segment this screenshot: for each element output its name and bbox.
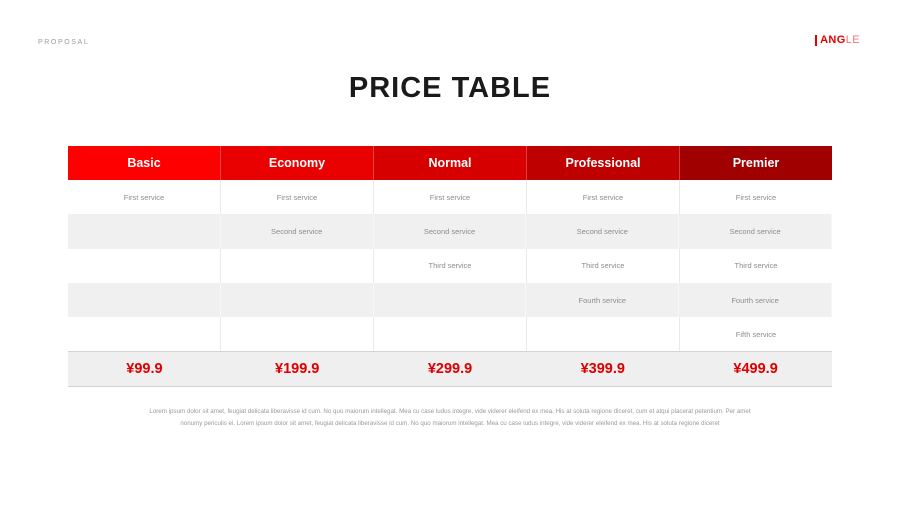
service-cell: Third service xyxy=(734,261,778,271)
plan-header-professional: Professional xyxy=(527,146,680,180)
proposal-label: PROPOSAL xyxy=(38,39,90,46)
plan-header-economy: Economy xyxy=(221,146,374,180)
service-row-3 xyxy=(68,249,832,283)
brand-logo xyxy=(815,34,860,46)
service-cell: Second service xyxy=(526,214,679,248)
service-cell: Second service xyxy=(221,214,374,248)
service-row-1 xyxy=(68,180,832,214)
logo-text-strong: ANG xyxy=(820,34,846,46)
price-table-header xyxy=(68,146,832,180)
price-normal: ¥299.9 xyxy=(427,361,473,378)
service-cell: Fourth service xyxy=(526,283,679,317)
service-cell xyxy=(68,317,221,351)
service-cell: First service xyxy=(221,180,374,214)
service-cell xyxy=(221,249,374,283)
service-cell xyxy=(221,283,374,317)
price-table xyxy=(68,146,832,387)
service-cell: Fourth service xyxy=(679,283,832,317)
price-premier: ¥499.9 xyxy=(733,361,778,378)
service-cell xyxy=(68,283,221,317)
description-text: Lorem ipsum dolor sit amet, feugiat delicata liberavisse id cum. No quo maiorum intellegat. Mea cu case ludus integre, vide viderer eleifend ex mea. His at soluta regione diceret, cum et atqui placerat petentium. Per amet nonumy periculis ei. Lorem ipsum dolor sit amet, feugiat delicata liberavisse id cum. No quo maiorum intellegat. Mea cu case ludus integre, vide viderer eleifend ex mea. His at soluta regione diceret xyxy=(149,408,751,427)
price-row xyxy=(68,351,832,387)
page-title: PRICE TABLE xyxy=(348,72,552,104)
service-row-5 xyxy=(68,317,832,351)
logo-bar xyxy=(815,35,817,46)
service-cell xyxy=(221,317,374,351)
service-cell: First service xyxy=(735,192,777,202)
service-cell xyxy=(68,214,221,248)
service-cell: Third service xyxy=(527,249,680,283)
service-cell: Second service xyxy=(679,214,832,248)
plan-header-premier: Premier xyxy=(680,146,832,180)
plan-header-basic: Basic xyxy=(68,146,221,180)
price-basic: ¥99.9 xyxy=(126,361,163,378)
service-cell: Fifth service xyxy=(735,329,777,339)
plan-header-normal: Normal xyxy=(374,146,527,180)
service-cell xyxy=(374,283,527,317)
service-cell xyxy=(374,317,527,351)
service-cell: First service xyxy=(527,180,680,214)
price-professional: ¥399.9 xyxy=(580,361,625,378)
service-row-4 xyxy=(68,283,832,317)
service-cell: First service xyxy=(68,180,221,214)
service-cell: First service xyxy=(374,180,527,214)
service-row-2 xyxy=(68,214,832,248)
service-cell: Second service xyxy=(374,214,527,248)
logo-text-light: LE xyxy=(845,34,860,46)
service-cell xyxy=(68,249,221,283)
service-cell xyxy=(527,317,680,351)
price-economy: ¥199.9 xyxy=(275,361,320,378)
service-cell: Third service xyxy=(374,249,527,283)
